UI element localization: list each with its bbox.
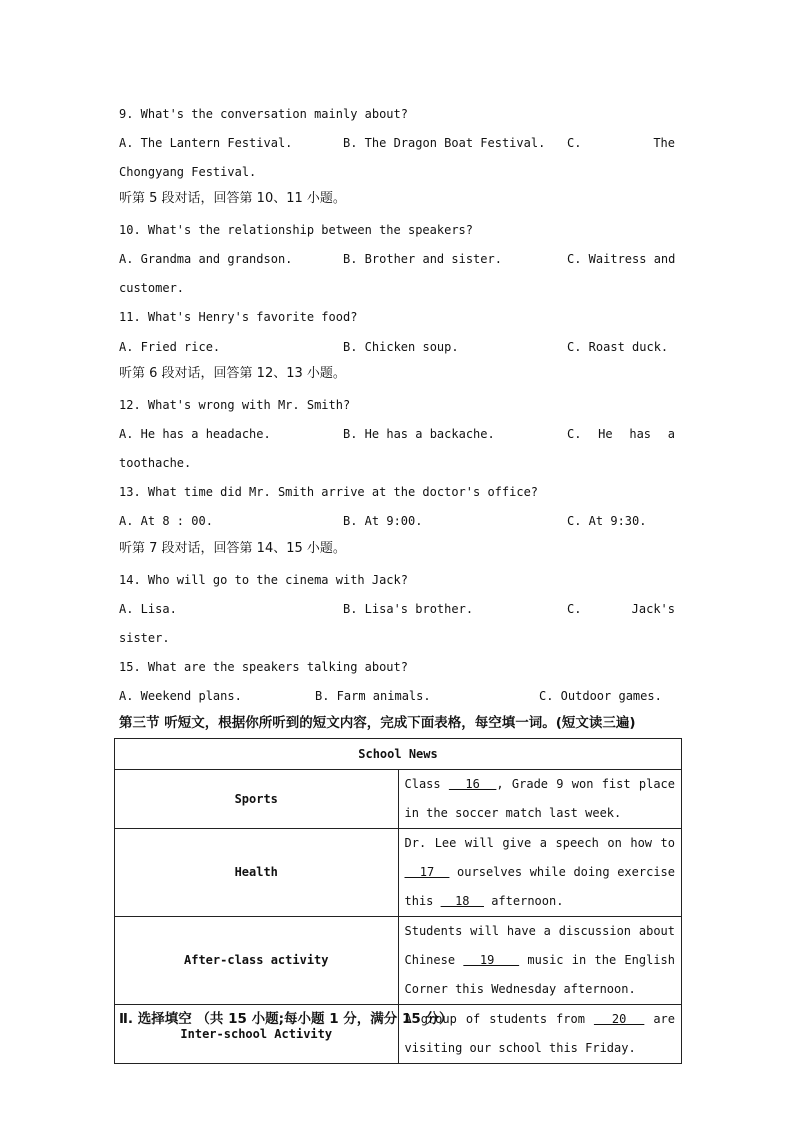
- question-13: 13. What time did Mr. Smith arrive at the doctor's office?: [119, 485, 539, 499]
- option-a: A. He has a headache.: [119, 427, 271, 441]
- row-text: Class 16 , Grade 9 won fist place in the soccer match last week.: [398, 770, 682, 829]
- options-9: [119, 133, 675, 153]
- option-c-wrap: Chongyang Festival.: [119, 165, 257, 179]
- blank-17[interactable]: 17: [404, 865, 450, 879]
- option-b: B. At 9:00.: [343, 514, 423, 528]
- section2-title: Ⅱ. 选择填空 （共 15 小题;每小题 1 分，满分 15 分）: [119, 1011, 453, 1027]
- option-b: B. The Dragon Boat Festival.: [343, 136, 546, 150]
- option-a: A. Weekend plans.: [119, 689, 242, 703]
- question-12: 12. What's wrong with Mr. Smith?: [119, 398, 351, 412]
- option-c: C.: [567, 602, 582, 616]
- table-row: [115, 829, 682, 917]
- instruction-seg6: 听第 6 段对话，回答第 12、13 小题。: [119, 366, 346, 381]
- row-category: Health: [115, 829, 399, 917]
- option-a: A. At 8 : 00.: [119, 514, 213, 528]
- option-c: C. He has a: [567, 427, 675, 441]
- row-text: Dr. Lee will give a speech on how to 17 ourselves while doing exercise this 18 afternoon.: [398, 829, 682, 917]
- options-13: [119, 511, 675, 531]
- row-text: Students will have a discussion about Chinese 19 music in the English Corner this Wednesday afternoon.: [398, 917, 682, 1005]
- row-category: Inter-school Activity: [115, 1005, 399, 1064]
- option-b: B. Lisa's brother.: [343, 602, 474, 616]
- question-9: 9. What's the conversation mainly about?: [119, 107, 408, 121]
- blank-20[interactable]: 20: [593, 1012, 645, 1026]
- option-a: A. Lisa.: [119, 602, 177, 616]
- option-b: B. He has a backache.: [343, 427, 495, 441]
- option-c: C. Outdoor games.: [539, 689, 662, 703]
- options-15: [119, 686, 675, 706]
- row-text: A group of students from 20 are visiting our school this Friday.: [398, 1005, 682, 1064]
- option-c: C.: [567, 136, 582, 150]
- table-row: [115, 917, 682, 1005]
- option-c-tail: The: [653, 136, 675, 150]
- option-b: B. Farm animals.: [315, 689, 431, 703]
- blank-16[interactable]: 16: [448, 777, 497, 791]
- section3-title: 第三节 听短文，根据你所听到的短文内容，完成下面表格，每空填一词。(短文读三遍): [119, 715, 636, 731]
- instruction-seg7: 听第 7 段对话，回答第 14、15 小题。: [119, 541, 346, 556]
- question-14: 14. Who will go to the cinema with Jack?: [119, 573, 408, 587]
- option-c-tail: Jack's: [631, 602, 675, 616]
- option-c: C. Waitress and: [567, 252, 676, 266]
- option-c-wrap: sister.: [119, 631, 170, 645]
- option-c-wrap: toothache.: [119, 456, 192, 470]
- option-a: A. The Lantern Festival.: [119, 136, 293, 150]
- table-title: School News: [115, 739, 682, 770]
- option-a: A. Fried rice.: [119, 340, 221, 354]
- question-10: 10. What's the relationship between the speakers?: [119, 223, 474, 237]
- options-11: [119, 337, 675, 357]
- option-c: C. At 9:30.: [567, 514, 647, 528]
- blank-18[interactable]: 18: [440, 894, 484, 908]
- option-b: B. Chicken soup.: [343, 340, 459, 354]
- question-11: 11. What's Henry's favorite food?: [119, 310, 358, 324]
- options-14: [119, 599, 675, 619]
- options-12: [119, 424, 675, 444]
- options-10: [119, 249, 675, 269]
- option-c: C. Roast duck.: [567, 340, 669, 354]
- blank-19[interactable]: 19: [463, 953, 520, 967]
- option-a: A. Grandma and grandson.: [119, 252, 293, 266]
- table-row: [115, 770, 682, 829]
- question-15: 15. What are the speakers talking about?: [119, 660, 408, 674]
- row-category: After-class activity: [115, 917, 399, 1005]
- instruction-seg5: 听第 5 段对话，回答第 10、11 小题。: [119, 191, 346, 206]
- row-category: Sports: [115, 770, 399, 829]
- option-b: B. Brother and sister.: [343, 252, 502, 266]
- option-c-wrap: customer.: [119, 281, 185, 295]
